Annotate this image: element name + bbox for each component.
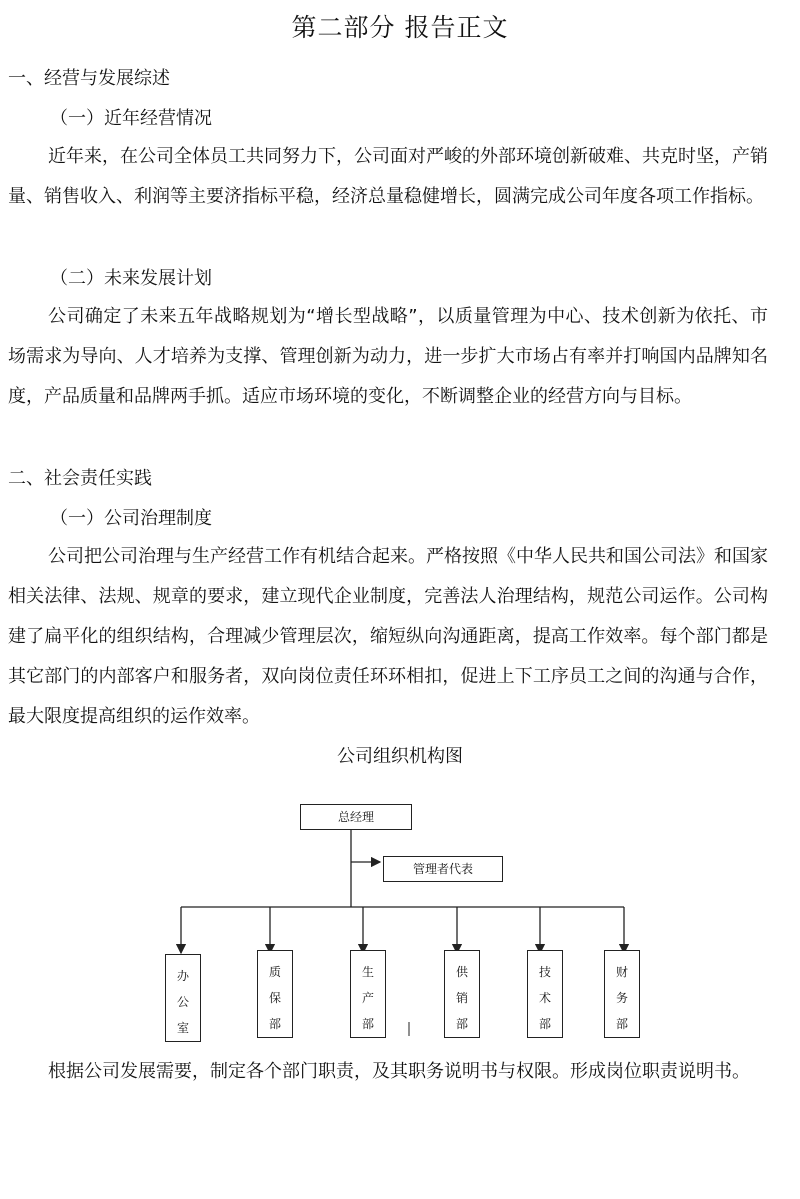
dept-char: 务 [615, 991, 628, 1005]
dept-char: 室 [176, 1021, 189, 1035]
subsection-heading-1-2: （二）未来发展计划 [50, 268, 212, 289]
org-chart [0, 790, 800, 1050]
org-box-dept-quality [257, 950, 293, 1038]
dept-char: 部 [538, 1017, 551, 1031]
dept-char: 部 [455, 1017, 468, 1031]
dept-char: 部 [615, 1017, 628, 1031]
dept-char: 保 [268, 991, 281, 1005]
section-heading-2: 二、社会责任实践 [8, 468, 152, 489]
dept-char: 技 [538, 965, 551, 979]
dept-char: 财 [615, 965, 628, 979]
dept-char: 产 [361, 991, 374, 1005]
dept-char: 销 [455, 991, 468, 1005]
org-box-general-manager: 总经理 [300, 804, 412, 830]
org-box-management-representative: 管理者代表 [383, 856, 503, 882]
dept-char: 部 [268, 1017, 281, 1031]
paragraph-closing: 根据公司发展需要，制定各个部门职责，及其职务说明书与权限。形成岗位职责说明书。 [48, 1061, 750, 1082]
paragraph-plan: 公司确定了未来五年战略规划为“增长型战略”，以质量管理为中心、技术创新为依托、市场需求为导向、人才培养为支撑、管理创新为动力，进一步扩大市场占有率并打响国内品牌知名度，产品质量和品牌两手抓。适应市场环境的变化，不断调整企业的经营方向与目标。 [8, 306, 768, 407]
org-chart-caption: 公司组织机构图 [337, 746, 463, 767]
org-box-dept-supply-sales [444, 950, 480, 1038]
paragraph-governance: 公司把公司治理与生产经营工作有机结合起来。严格按照《中华人民共和国公司法》和国家相关法律、法规、规章的要求，建立现代企业制度，完善法人治理结构，规范公司运作。公司构建了扁平化的组织结构，合理减少管理层次，缩短纵向沟通距离，提高工作效率。每个部门都是其它部门的内部客户和服务者，双向岗位责任环环相扣，促进上下工序员工之间的沟通与合作，最大限度提高组织的运作效率。 [8, 546, 768, 727]
dept-char: 供 [455, 965, 468, 979]
paragraph-operations: 近年来，在公司全体员工共同努力下，公司面对严峻的外部环境创新破难、共克时坚，产销量、销售收入、利润等主要济指标平稳，经济总量稳健增长，圆满完成公司年度各项工作指标。 [8, 146, 768, 207]
subsection-heading-2-1: （一）公司治理制度 [50, 508, 212, 529]
dept-char: 质 [268, 965, 281, 979]
dept-char: 术 [538, 991, 551, 1005]
dept-char: 办 [176, 969, 189, 983]
org-box-dept-finance [604, 950, 640, 1038]
section-heading-1: 一、经营与发展综述 [8, 68, 170, 89]
dept-char: 公 [176, 995, 189, 1009]
org-box-dept-office [165, 954, 201, 1042]
org-box-dept-production [350, 950, 386, 1038]
org-box-dept-technology [527, 950, 563, 1038]
dept-char: 部 [361, 1017, 374, 1031]
subsection-heading-1-1: （一）近年经营情况 [50, 108, 212, 129]
page-title: 第二部分 报告正文 [291, 13, 509, 42]
dept-char: 生 [361, 965, 374, 979]
